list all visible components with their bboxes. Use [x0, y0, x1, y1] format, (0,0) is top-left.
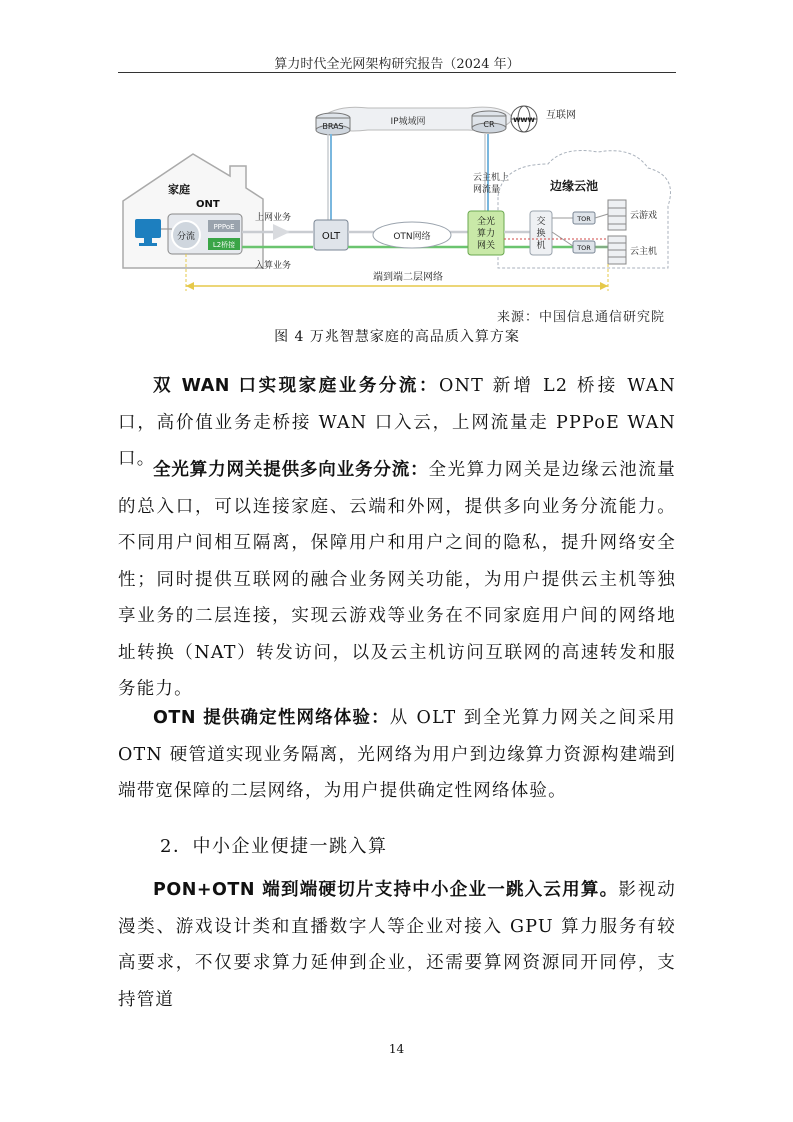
paragraph-body: ONT 新增 L2 桥接 WAN 口，高价值业务走桥接 WAN 口入云，上网流量走 PPPoE WAN 口。	[118, 376, 676, 469]
internet-label: 互联网	[546, 110, 576, 121]
cloudhost-traffic-label-2: 网流量	[473, 185, 501, 195]
figure-source: 来源：中国信息通信研究院	[496, 310, 665, 325]
cloud-game-label: 云游戏	[630, 211, 658, 221]
l2-bridge-label: L2桥接	[212, 241, 236, 249]
tor-2-label: TOR	[577, 244, 591, 252]
paragraph-otn	[118, 700, 676, 810]
paragraph-gateway	[118, 452, 676, 708]
paragraph-body: 从 OLT 到全光算力网关之间采用 OTN 硬管道实现业务隔离，光网络为用户到边缘算力资源构建端到端带宽保障的二层网络，为用户提供确定性网络体验。	[118, 708, 676, 801]
paragraph-body: 影视动漫类、游戏设计类和直播数字人等企业对接入 GPU 算力服务有较高要求，不仅要求算力延伸到企业，还需要算网资源同开同停，支持管道	[118, 880, 676, 1010]
split-label: 分流	[176, 232, 196, 242]
paragraph-lead: PON+OTN 端到端硬切片支持中小企业一跳入云用算。	[153, 880, 619, 900]
tor-1-label: TOR	[577, 215, 591, 223]
e2e-label: 端到端二层网络	[373, 272, 443, 283]
page-number: 14	[388, 1042, 405, 1056]
cloud-host-label: 云主机	[630, 247, 658, 257]
cr-label: CR	[483, 120, 495, 129]
gateway-label-2: 算力	[476, 229, 496, 239]
pppoe-label: PPPoE	[213, 223, 235, 231]
edge-pool-label: 边缘云池	[550, 179, 599, 193]
switch-label-3: 机	[536, 241, 546, 251]
ip-metro-label: IP城域网	[390, 117, 426, 127]
paragraph-body: 全光算力网关是边缘云池流量的总入口，可以连接家庭、云端和外网，提供多向业务分流能力。不同用户间相互隔离，保障用户和用户之间的隐私，提升网络安全性；同时提供互联网的融合业务网关功能，为用户提供云主机等独享业务的二层连接，实现云游戏等业务在不同家庭用户间的网络地址转换（NAT）转发访问，以及云主机访问互联网的高速转发和服务能力。	[118, 460, 676, 699]
gateway-label-3: 网关	[476, 241, 496, 251]
server-rack-1-icon	[608, 200, 626, 230]
section-heading: 2．中小企业便捷一跳入算	[160, 836, 388, 857]
olt-label: OLT	[321, 231, 341, 242]
cloudhost-traffic-label-1: 云主机上	[473, 173, 510, 183]
switch-label-1: 交	[536, 217, 546, 227]
paragraph-lead: 双 WAN 口实现家庭业务分流：	[153, 376, 440, 396]
compute-label: 入算业务	[255, 261, 292, 271]
paragraph-lead: 全光算力网关提供多向业务分流：	[153, 460, 429, 480]
upnet-label: 上网业务	[255, 213, 292, 223]
switch-label-2: 换	[536, 229, 546, 239]
www-label: WWW	[513, 116, 535, 124]
figure-caption: 图 4 万兆智慧家庭的高品质入算方案	[274, 329, 520, 345]
paragraph-lead: OTN 提供确定性网络体验：	[153, 708, 390, 728]
gateway-label-1: 全光	[476, 217, 496, 227]
server-rack-2-icon	[608, 236, 626, 264]
network-diagram	[118, 96, 678, 296]
flow-arrow	[273, 224, 290, 240]
running-header: 算力时代全光网架构研究报告（2024 年）	[274, 57, 520, 72]
paragraph-pon-otn	[118, 872, 676, 1018]
ont-label: ONT	[196, 199, 220, 210]
otn-label: OTN网络	[393, 232, 431, 242]
header-rule	[118, 72, 676, 73]
bras-label: BRAS	[322, 122, 344, 131]
monitor-icon	[135, 219, 161, 238]
home-label: 家庭	[168, 183, 190, 196]
